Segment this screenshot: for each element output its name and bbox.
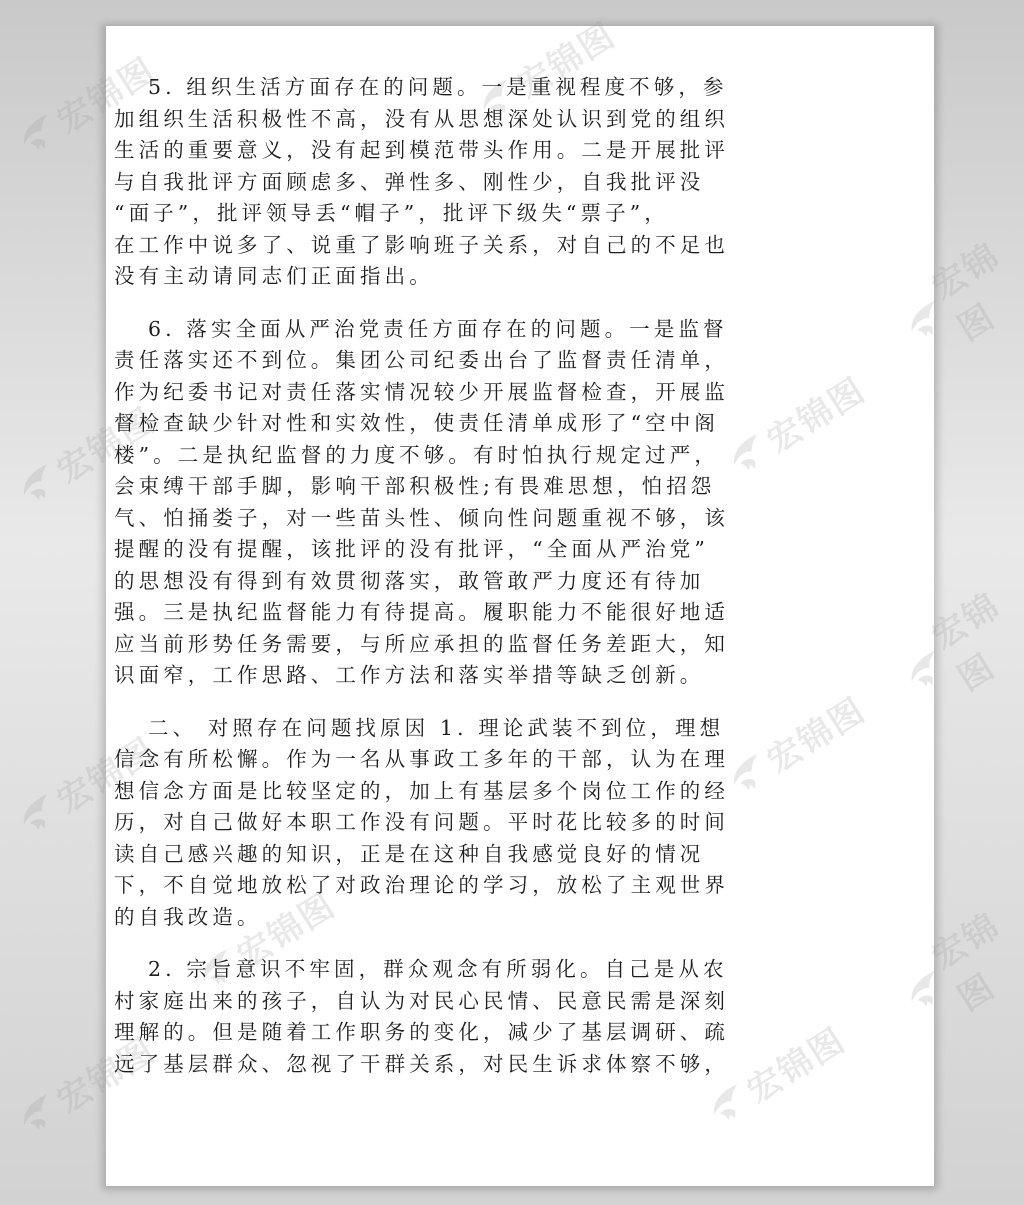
text-line: 气、怕捅娄子，对一些苗头性、倾向性问题重视不够，该 [114,505,729,530]
eagle-logo-icon [13,109,65,159]
watermark-text: 宏锦图 [925,905,1008,1020]
text-line: 下，不自觉地放松了对政治理论的学习，放松了主观世界 [114,873,729,897]
eagle-logo-icon [13,459,65,509]
watermark-text: 宏锦图 [760,370,873,462]
watermark-text: 宏锦图 [230,885,343,977]
watermark-text: 宏锦图 [50,1030,163,1122]
text-line: 识面窄，工作思路、工作方法和落实举措等缺乏创新。 [114,663,705,687]
text-line: 加组织生活积极性不高，没有从思想深处认识到党的组织 [114,106,729,131]
text-line: 生活的重要意义，没有起到模范带头作用。二是开展批评 [114,138,729,162]
text-line: 信念有所松懈。作为一名从事政工多年的干部，认为在理 [114,747,729,771]
text-line: 督检查缺少针对性和实效性，使责任清单成形了“空中阁 [114,411,719,435]
text-line: 历，对自己做好本职工作没有问题。平时花比较多的时间 [114,810,729,834]
text-line: 楼”。二是执纪监督的力度不够。有时怕执行规定过严， [114,442,719,467]
watermark-text: 宏锦图 [510,15,623,107]
watermark-text: 宏锦图 [50,50,163,142]
text-line: 5. 组织生活方面存在的问题。一是重视程度不够，参 [148,75,728,99]
text-line: 会束缚干部手脚，影响干部积极性;有畏难思想，怕招怨 [114,474,716,498]
watermark-text: 宏锦图 [50,400,163,492]
paragraph-organization-life [114,72,729,293]
paragraph-party-governance [114,314,729,692]
text-line: 在工作中说多了、说重了影响班子关系，对自己的不足也 [114,232,729,257]
watermark-text: 宏锦图 [740,1020,853,1112]
text-line: 提醒的没有提醒，该批评的没有批评，“全面从严治党” [114,537,709,561]
text-line: 与自我批评方面顾虑多、弹性多、刚性少，自我批评没 [114,169,705,194]
text-line: 应当前形势任务需要，与所应承担的监督任务差距大，知 [114,631,729,656]
text-line: 没有主动请同志们正面指出。 [114,264,434,288]
text-line: 的自我改造。 [114,904,262,929]
watermark-text: 宏锦图 [760,690,873,782]
eagle-logo-icon [13,1089,65,1139]
text-line: 2. 宗旨意识不牢固，群众观念有所弱化。自己是从农 [148,957,728,981]
text-line: 作为纪委书记对责任落实情况较少开展监督检查，开展监 [114,379,729,404]
text-line: 想信念方面是比较坚定的，加上有基层多个岗位工作的经 [114,778,729,803]
text-line: 责任落实还不到位。集团公司纪委出台了监督责任清单， [114,348,729,372]
text-line: 读自己感兴趣的知识，正是在这种自我感觉良好的情况 [114,841,705,866]
watermark-text: 宏锦图 [925,585,1008,700]
eagle-logo-icon [13,789,65,839]
text-line: 6. 落实全面从严治党责任方面存在的问题。一是监督 [148,316,728,341]
document-body [114,72,729,1101]
text-line: 的思想没有得到有效贯彻落实，敢管敢严力度还有待加 [114,568,705,593]
watermark-text: 宏锦图 [925,235,1008,350]
watermark-text: 宏锦图 [50,730,163,822]
paragraph-find-causes [114,713,729,934]
text-line: 理解的。但是随着工作职务的变化，减少了基层调研、疏 [114,1020,729,1044]
paragraph-purpose-awareness [114,954,729,1080]
text-line: 强。三是执纪监督能力有待提高。履职能力不能很好地适 [114,600,729,624]
text-line: 二、 对照存在问题找原因 1. 理论武装不到位，理想 [148,715,725,740]
text-line: “面子”，批评领导丢“帽子”，批评下级失“票子”， [114,201,669,225]
text-line: 远了基层群众、忽视了干群关系，对民生诉求体察不够， [114,1051,729,1076]
text-line: 村家庭出来的孩子，自认为对民心民情、民意民需是深刻 [114,988,729,1013]
